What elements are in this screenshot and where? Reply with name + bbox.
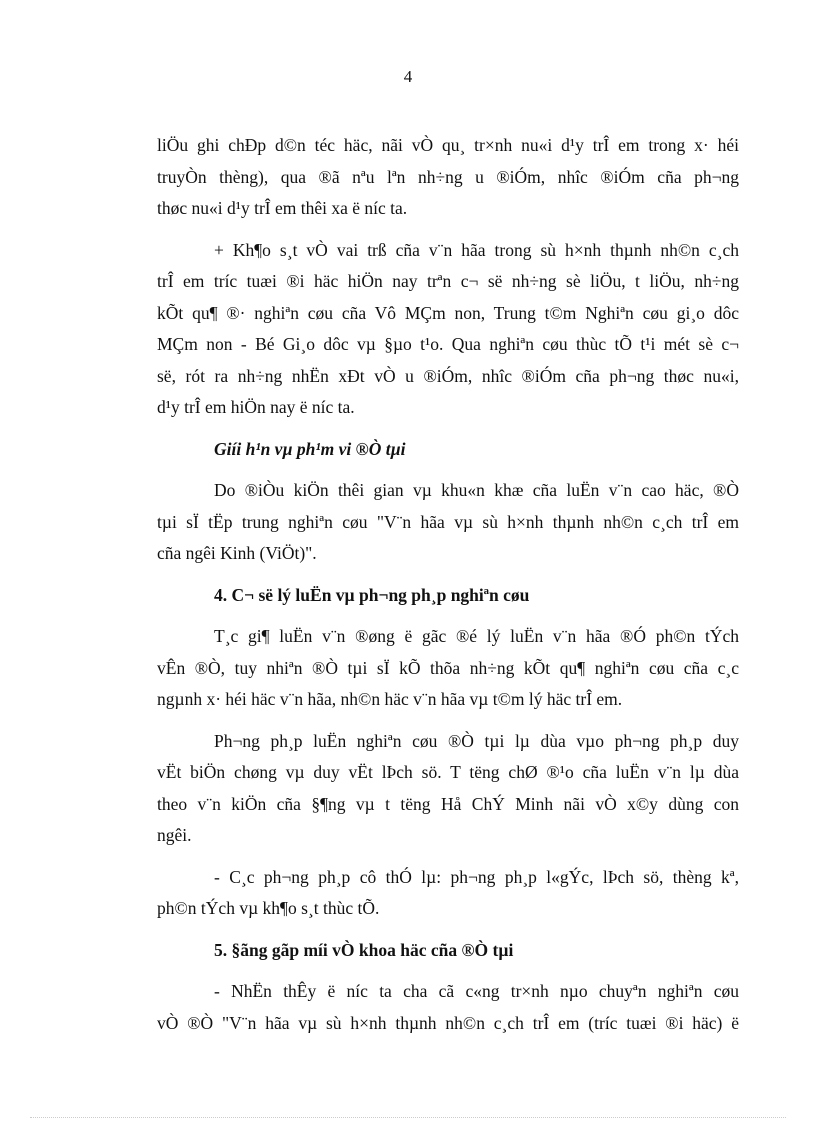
paragraph — [157, 235, 739, 424]
text-line: 5. §ãng gãp míi vÒ khoa häc cña ®Ò tµi — [214, 939, 514, 960]
text-line: Do ®iÒu kiÖn thêi gian vµ khu«n khæ cña luËn v¨n cao häc, ®Ò — [214, 480, 739, 500]
text-line: d¹y trÎ em hiÖn nay ë níc ta. — [157, 397, 355, 417]
text-line: ph©n tÝch vµ kh¶o s¸t thùc tÕ. — [157, 898, 380, 918]
paragraph — [157, 976, 739, 1039]
text-line: ngµnh x· héi häc v¨n hãa, nh©n häc v¨n hãa vµ t©m lý häc trÎ em. — [157, 689, 623, 709]
text-line: cña ngêi Kinh (ViÖt)". — [157, 543, 317, 563]
text-line: trÎ em tríc tuæi ®i häc hiÖn nay trªn c¬ së nh÷ng sè liÖu, t liÖu, nh÷ng — [157, 271, 739, 291]
paragraph — [157, 726, 739, 852]
text-line: ngêi. — [157, 825, 192, 845]
text-line: vÒ ®Ò "V¨n hãa vµ sù h×nh thµnh nh©n c¸ch trÎ em (tríc tuæi ®i häc) ë — [157, 1012, 739, 1033]
text-line: + Kh¶o s¸t vÒ vai trß cña v¨n hãa trong sù h×nh thµnh nh©n c¸ch — [214, 239, 739, 260]
text-line: - C¸c ph¬ng ph¸p cô thÓ lµ: ph¬ng ph¸p l«gÝc, lÞch sö, thèng kª, — [214, 866, 739, 887]
paragraph — [157, 130, 739, 225]
text-line: Giíi h¹n vµ ph¹m vi ®Ò tµi — [214, 438, 406, 459]
text-line: T¸c gi¶ luËn v¨n ®øng ë gãc ®é lý luËn v¨n hãa ®Ó ph©n tÝch — [214, 626, 739, 646]
text-line: theo v¨n kiÖn cña §¶ng vµ t tëng Hå ChÝ Minh nãi vÒ x©y dùng con — [157, 793, 739, 814]
paragraph — [157, 621, 739, 716]
text-line: së, rót ra nh÷ng nhËn xÐt vÒ u ®iÓm, nhîc ®iÓm cña ph¬ng thøc nu«i, — [157, 365, 739, 386]
text-line: vËt biÖn chøng vµ duy vËt lÞch sö. T tëng chØ ®¹o cña luËn v¨n lµ dùa — [157, 762, 739, 782]
text-line: vÊn ®Ò, tuy nhiªn ®Ò tµi sÏ kÕ thõa nh÷ng kÕt qu¶ nghiªn cøu cña c¸c — [157, 657, 739, 678]
section-heading — [157, 935, 739, 967]
text-line: - NhËn thÊy ë níc ta cha cã c«ng tr×nh nµo chuyªn nghiªn cøu — [214, 981, 739, 1001]
document-body — [157, 130, 739, 1039]
page-bottom-divider — [30, 1117, 786, 1118]
text-line: liÖu ghi chÐp d©n téc häc, nãi vÒ qu¸ tr×nh nu«i d¹y trÎ em trong x· héi — [157, 135, 739, 155]
text-line: kÕt qu¶ ®· nghiªn cøu cña Vô MÇm non, Trung t©m Nghiªn cøu gi¸o dôc — [157, 302, 739, 323]
paragraph — [157, 862, 739, 925]
page-number: 4 — [403, 67, 413, 86]
text-line: 4. C¬ së lý luËn vµ ph¬ng ph¸p nghiªn cøu — [214, 584, 530, 605]
text-line: Ph¬ng ph¸p luËn nghiªn cøu ®Ò tµi lµ dùa vµo ph¬ng ph¸p duy — [214, 730, 739, 751]
text-line: tµi sÏ tËp trung nghiªn cøu "V¨n hãa vµ sù h×nh thµnh nh©n c¸ch trÎ em — [157, 511, 739, 532]
paragraph — [157, 475, 739, 570]
section-heading — [157, 580, 739, 612]
text-line: MÇm non - Bé Gi¸o dôc vµ §µo t¹o. Qua nghiªn cøu thùc tÕ t¹i mét sè c¬ — [157, 334, 739, 354]
section-subheading — [157, 434, 739, 466]
text-line: thøc nu«i d¹y trÎ em thêi xa ë níc ta. — [157, 198, 408, 218]
text-line: truyÒn thèng), qua ®ã nªu lªn nh÷ng u ®iÓm, nhîc ®iÓm cña ph¬ng — [157, 166, 739, 187]
